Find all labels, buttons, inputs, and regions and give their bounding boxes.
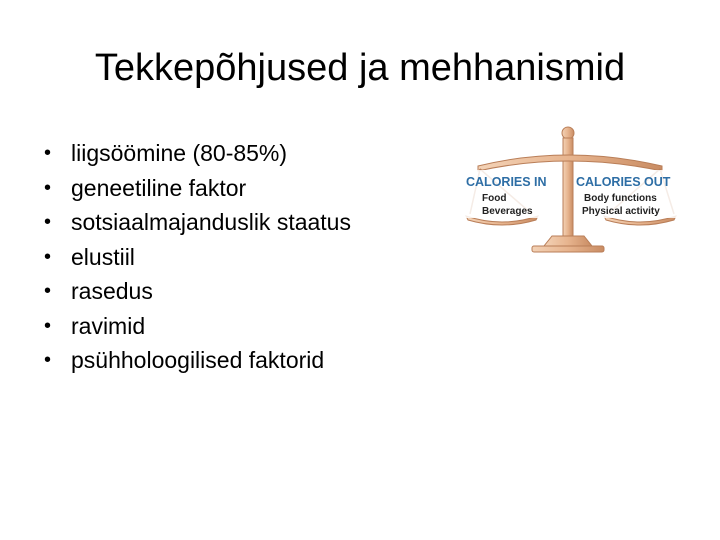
bullet-text: rasedus [71, 278, 153, 304]
scale-knob [562, 127, 574, 139]
slide-title: Tekkepõhjused ja mehhanismid [94, 47, 626, 89]
bullet-item [44, 343, 424, 378]
bullet-icon: • [44, 349, 52, 371]
bullet-item [44, 171, 424, 206]
bullet-icon: • [44, 280, 52, 302]
bullet-icon: • [44, 245, 52, 268]
bullet-text: ravimid [71, 312, 146, 339]
calories-in-item: Beverages [482, 206, 533, 217]
bullet-text: sotsiaalmajanduslik staatus [71, 209, 351, 235]
calories-out-item: Body functions [584, 193, 657, 204]
bullet-item [44, 274, 424, 309]
bullet-item [44, 205, 424, 240]
balance-scale-image [462, 124, 688, 258]
bullet-item [44, 136, 424, 171]
bullet-icon: • [44, 314, 52, 337]
calories-out-item: Physical activity [582, 206, 660, 217]
calories-in-item: Food [482, 193, 507, 204]
scale-post [563, 138, 573, 238]
balance-scale-icon [462, 124, 688, 258]
bullet-item [44, 309, 424, 344]
calories-out-heading: CALORIES OUT [576, 175, 671, 189]
bullet-icon: • [44, 176, 52, 199]
bullet-list [44, 136, 424, 378]
bullet-text: geneetiline faktor [71, 174, 247, 201]
bullet-text: liigsöömine (80-85%) [71, 140, 288, 166]
bullet-icon: • [44, 211, 52, 233]
bullet-icon: • [44, 142, 52, 164]
calories-in-heading: CALORIES IN [466, 175, 547, 189]
bullet-text: elustiil [71, 243, 135, 270]
bullet-text: psühholoogilised faktorid [71, 347, 325, 373]
bullet-item [44, 240, 424, 275]
scale-base [544, 236, 592, 246]
